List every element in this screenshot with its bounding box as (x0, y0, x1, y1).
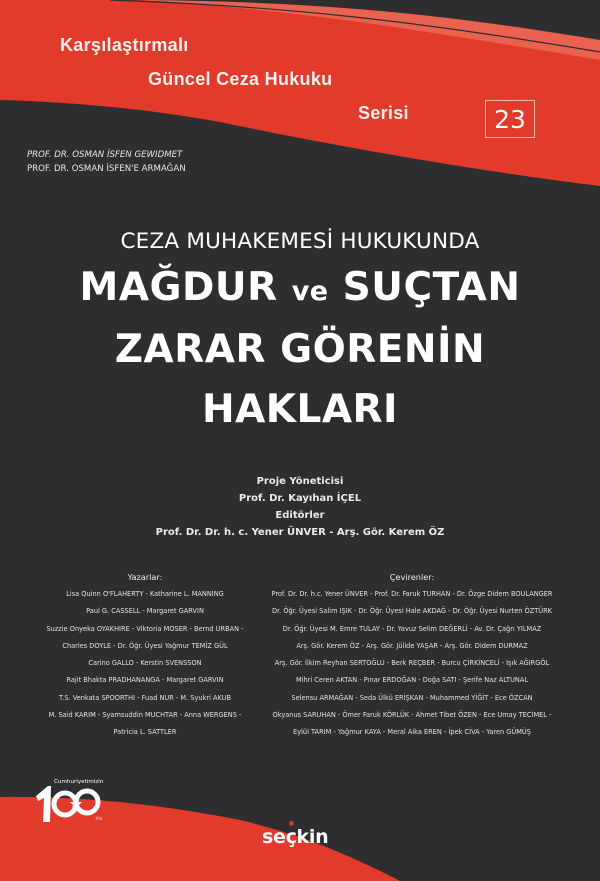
list-item: Okyanus SARUHAN - Ömer Faruk KÖRLÜK - Ahmet Tibet ÖZEN - Ece Umay TECİMEL - (272, 711, 552, 720)
list-item: Patricia L. SATTLER (113, 728, 177, 737)
translators-list (262, 572, 562, 745)
series-title-line-2: Güncel Ceza Hukuku (148, 69, 333, 89)
list-item: Lisa Quinn O'FLAHERTY - Katharine L. MANNING (66, 590, 224, 598)
logo-suffix: .Yılı (94, 817, 103, 822)
editors-names: Prof. Dr. Dr. h. c. Yener ÜNVER - Arş. Gör. Kerem ÖZ (155, 527, 445, 538)
republic-100-years-logo (32, 778, 112, 828)
authors-label: Yazarlar: (127, 572, 163, 582)
editors-label: Editörler (275, 510, 325, 521)
list-item: Prof. Dr. Dr. h.c. Yener ÜNVER - Prof. Dr. Faruk TURHAN - Dr. Özge Didem BOULANGER (271, 590, 553, 598)
dedication-turkish: PROF. DR. OSMAN İSFEN'E ARMAĞAN (27, 164, 186, 174)
list-item: Rajit Bhakta PRADHANANGA - Margaret GARVIN (66, 676, 224, 685)
list-item: Suzzie Onyeka OYAKHIRE - Viktoria MOSER - Bernd URBAN - (46, 624, 244, 633)
publisher-name: seçkin (262, 826, 329, 848)
logo-caption: Cumhuriyetimizin (54, 779, 104, 785)
list-item: Arş. Gör. Kerem ÖZ - Arş. Gör. Jülide YAŞAR - Arş. Gör. Didem DURMAZ (296, 641, 528, 650)
list-item: Paul G. CASSELL - Margaret GARVIN (86, 607, 204, 616)
series-number-box: 23 (485, 100, 535, 138)
project-manager-label: Proje Yöneticisi (256, 476, 344, 487)
list-item: T.S. Venkata SPOORTHI - Fuad NUR - M. Syukri AKUB (58, 693, 232, 702)
publisher-logo (262, 826, 328, 848)
series-title-line-1: Karşılaştırmalı (60, 35, 189, 55)
title-part: MAĞDUR (79, 265, 292, 310)
translators-label: Çevirenler: (389, 572, 435, 582)
book-title-line-1 (0, 265, 600, 310)
list-item: Mihri Ceren AKTAN - Pınar ERDOĞAN - Doğa SATI - Şerife Naz ALTUNAL (295, 676, 529, 685)
list-item: Arş. Gör. İlkim Reyhan SERTOĞLU - Berk REÇBER - Burcu ÇİRKİNCELİ - Işık AĞIRGÖL (274, 659, 550, 668)
publisher-logo-dot (289, 821, 294, 826)
list-item: Selensu ARMAĞAN - Seda Ülkü ERİŞKAN - Muhammed YİĞİT - Ece ÖZCAN (291, 693, 533, 702)
authors-list (30, 572, 260, 745)
list-item: M. Said KARIM - Syamsuddin MUCHTAR - Anna WERGENS - (48, 711, 242, 720)
book-title-line-2: ZARAR GÖRENİN (114, 327, 486, 372)
book-subtitle: CEZA MUHAKEMESİ HUKUKUNDA (120, 229, 480, 254)
title-conjunction: ve (291, 276, 329, 307)
list-item: Charles DOYLE - Dr. Öğr. Üyesi Yağmur TEMİZ GÜL (62, 641, 228, 650)
list-item: Dr. Öğr. Üyesi Salim IŞIK - Dr. Öğr. Üyesi Hale AKDAĞ - Dr. Öğr. Üyesi Nurten ÖZTÜRK (271, 607, 553, 616)
list-item: Dr. Öğr. Üyesi M. Emre TULAY - Dr. Yavuz Selim DEĞERLİ - Av. Dr. Çağrı YILMAZ (282, 624, 542, 633)
book-title-line-3: HAKLARI (201, 387, 399, 432)
title-part: SUÇTAN (328, 265, 521, 310)
list-item: Eylül TARIM - Yağmur KAYA - Meral Aika EREN - İpek CİVA - Yaren GÜMÜŞ (293, 728, 531, 737)
project-manager-name: Prof. Dr. Kayıhan İÇEL (238, 493, 362, 504)
list-item: Carino GALLO - Kerstin SVENSSON (88, 659, 202, 668)
dedication-german: PROF. DR. OSMAN İSFEN GEWIDMET (27, 150, 183, 160)
series-title-line-3: Serisi (358, 103, 409, 123)
